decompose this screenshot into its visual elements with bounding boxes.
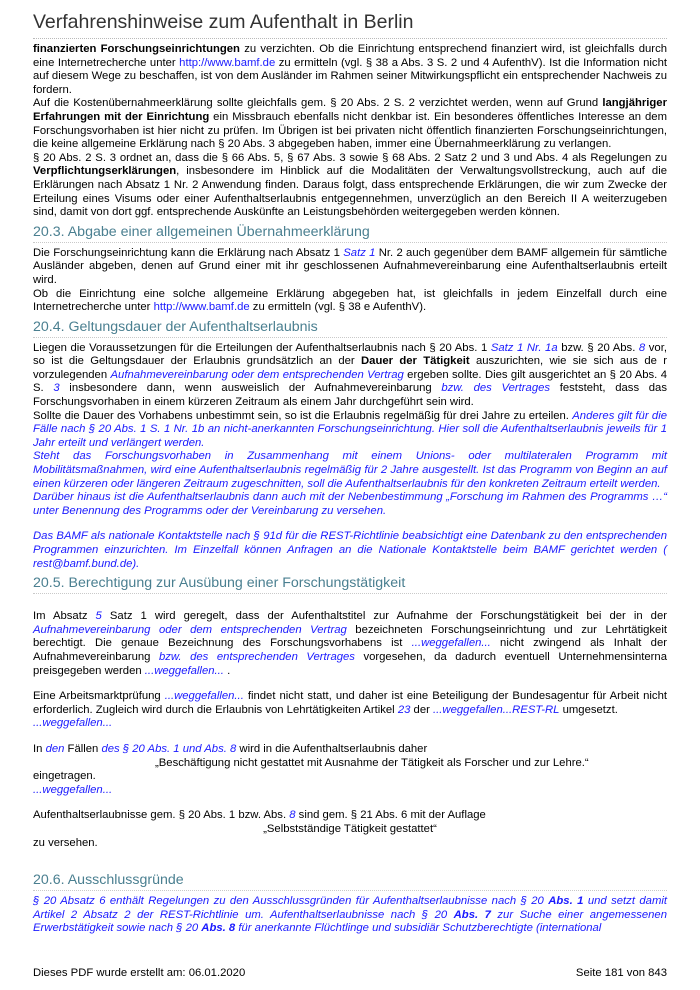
text: zu ermitteln (vgl. § 38 a Abs. 3 S. 2 und 4 AufenthV). Ist die Information nicht auf diesem Wege zu beschaffen, ist von dem Ausländer im Rahmen seiner Mitwirkungspflicht ein entsprechender Nachweis zu fordern.: [33, 56, 668, 96]
text: bezeichneten Forschungseinrichtung und zur Lehrtätigkeit berechtigt. Die genaue Bezeichnung des Forschungsvorhabens ist: [33, 623, 667, 650]
edited-bold-text: Abs. 8: [201, 922, 236, 935]
spacer: [33, 518, 667, 530]
page-title: Verfahrenshinweise zum Aufenthalt in Berlin: [33, 11, 414, 33]
s203-paragraph-1: [33, 247, 667, 288]
text: Im Absatz: [33, 610, 96, 623]
spacer: [33, 797, 667, 809]
spacer: [33, 598, 667, 610]
text: Sollte die Dauer des Vorhabens unbestimmt sein, so ist die Erlaubnis regelmäßig für drei Jahre zu erteilen.: [33, 409, 573, 422]
edited-text: ...weggefallen...: [144, 664, 224, 677]
s206-paragraph-1: [33, 895, 667, 936]
creation-date: Dieses PDF wurde erstellt am: 06.01.2020: [33, 967, 246, 979]
edited-text: für anerkannte Flüchtlinge und subsidiär Schutzberechtigte (international: [235, 922, 602, 935]
s205-paragraph-4: [33, 809, 667, 823]
intro-paragraph-3: [33, 152, 667, 220]
bamf-link[interactable]: http://www.bamf.de: [153, 301, 250, 314]
edited-bold-text: Abs. 1: [548, 895, 584, 908]
s203-paragraph-2: [33, 288, 667, 315]
section-heading-20-3: 20.3. Abgabe einer allgemeinen Übernahmeerklärung: [33, 224, 667, 243]
text: § 20 Abs. 2 S. 3 ordnet an, dass die § 66 Abs. 5, § 67 Abs. 3 sowie § 68 Abs. 2 Satz 2 und 3 und Abs. 4 als Regelungen zu: [33, 151, 667, 164]
edited-text: Anderes gilt für die Fälle nach § 20 Abs. 1 S. 1 Nr. 1b an nicht-anerkannten Forschungseinrichtung. Hier soll die Aufenthaltserlaubnis jeweils für 1 Jahr erteilt und verlängert werden.: [33, 409, 667, 449]
text: findet nicht statt, und daher ist eine Beteiligung der Bundesagentur für Arbeit nicht erforderlich. Zugleich wird durch die Erlaubnis von Lehrtätigkeiten Artikel: [33, 690, 667, 716]
text: .: [223, 664, 231, 677]
intro-paragraph-2: [33, 97, 667, 151]
edited-text: 8: [638, 341, 646, 354]
edited-text: ).: [132, 557, 140, 570]
spacer: [33, 678, 667, 690]
edited-text: Das BAMF als nationale Kontaktstelle nach § 91d für die REST-Richtlinie beabsichtigt eine Datenbank zu den entsprechenden Programmen einzurichten. Im Einzelfall können Anfragen an die Nationale Kontaktstelle beim BAMF gerichtet werden (: [33, 530, 667, 556]
text: feststeht, dass das Forschungsvorhaben in einem kürzeren Zeitraum als einem Jahr durchgeführt sein wird.: [33, 382, 667, 409]
s205-paragraph-2: [33, 690, 667, 717]
edited-text: 8: [289, 809, 296, 822]
text: Die Forschungseinrichtung kann die Erklärung nach Absatz 1: [33, 246, 344, 259]
s205-quote-2: „Selbstständige Tätigkeit gestattet“: [263, 822, 437, 835]
page-number: Seite 181 von 843: [575, 967, 667, 979]
text: , insbesondere im Hinblick auf die Modalitäten der Verwaltungsvollstreckung, auch auf die Erklärungen nach Absatz 1 Nr. 2 Anwendung finden. Daraus folgt, dass entsprechende Erklärungen, die wir zum Zwecke der Erteilung eines Visums oder einer Aufenthaltserlaubnis entgegennehmen, unverzüglich an den Bereich II A weiterzugeben sind, damit von dort ggf. entsprechende Auskünfte an Leistungsbehörden weitergegeben werden können.: [33, 165, 667, 219]
bold-text: finanzierten Forschungseinrichtungen: [33, 43, 240, 55]
edited-text: des § 20 Abs. 1 und Abs. 8: [101, 742, 237, 755]
edited-text: ...weggefallen...: [164, 690, 244, 703]
text: Liegen die Voraussetzungen für die Erteilungen der Aufenthaltserlaubnis nach § 20 Abs. 1: [33, 341, 491, 354]
edited-text: ...weggefallen...REST-RL: [433, 703, 560, 716]
edited-text: Satz 1: [343, 246, 376, 259]
text: Fällen: [64, 742, 102, 755]
s205-paragraph-3: [33, 743, 667, 757]
s205-removed-note-2: ...weggefallen...: [33, 783, 113, 796]
edited-bold-text: Abs. 7: [453, 908, 491, 921]
email-link[interactable]: rest@bamf.bund.de: [33, 557, 133, 570]
text: wird in die Aufenthaltserlaubnis daher: [236, 742, 428, 755]
edited-text: bzw. des Vertrages: [441, 382, 551, 395]
text: Auf die Kostenübernahmeerklärung sollte gleichfalls gem. § 20 Abs. 2 S. 2 verzichtet werden, wenn auf Grund: [33, 97, 603, 110]
bamf-link[interactable]: http://www.bamf.de: [179, 56, 276, 69]
bold-text: Verpflichtungserklärungen: [33, 165, 177, 178]
s205-quote-1: „Beschäftigung nicht gestattet mit Ausnahme der Tätigkeit als Forscher und zur Lehre.“: [155, 756, 589, 769]
edited-text: 5: [95, 610, 102, 623]
s205-removed-note: ...weggefallen...: [33, 717, 113, 730]
edited-text: 3: [53, 382, 60, 395]
edited-text: bzw. des entsprechenden Vertrages: [158, 650, 355, 663]
spacer: [33, 731, 667, 743]
text: zu verzichten. Ob die Einrichtung entsprechend finanziert wird, ist gleichfalls durch eine Internetrecherche unter: [33, 43, 667, 69]
text: auszurichten, wie sie sich aus de r vorzulegenden: [33, 355, 667, 381]
text: vorgesehen, da dadurch eventuell Unternehmensinterna preisgegeben werden: [33, 650, 667, 677]
edited-text: zur Suche einer angemessenen Erwerbstätigkeit sowie nach § 20: [33, 908, 667, 935]
section-heading-20-4: 20.4. Geltungsdauer der Aufenthaltserlaubnis: [33, 319, 667, 338]
edited-text: 23: [397, 703, 411, 716]
text: Ob die Einrichtung eine solche allgemeine Erklärung abgegeben hat, ist gleichfalls in jedem Einzelfall durch eine Internetrecherche unter: [33, 287, 667, 314]
section-heading-20-6: 20.6. Ausschlussgründe: [33, 872, 667, 891]
edited-text: Aufnahmevereinbarung oder dem entsprechenden Vertrag: [110, 368, 404, 381]
bold-text: Dauer der Tätigkeit: [361, 355, 470, 368]
edited-text: den: [45, 742, 65, 755]
text: ein Missbrauch ebenfalls nicht denkbar ist. Ein besonderes öffentliches Interesse an dem Forschungsvorhaben ist hier nicht zu prüfen. Im Übrigen ist bei privaten nicht öffentlich finanzierten Forschungseinrichtungen, die keine allgemeine Erklärung nach § 20 Abs. 3 abgegeben haben, immer eine Übernahmeerklärung zu verlangen.: [33, 110, 667, 151]
s205-versehen-text: zu versehen.: [33, 836, 98, 849]
text: sind gem. § 21 Abs. 6 mit der Auflage: [295, 809, 486, 822]
spacer: [33, 850, 667, 868]
text: bzw. § 20 Abs.: [557, 341, 639, 354]
page-header: [33, 8, 667, 39]
text: vor, so ist die Geltungsdauer der Erlaubnis grundsätzlich an der: [33, 341, 667, 368]
s205-paragraph-1: [33, 610, 667, 678]
s204-paragraph-1: [33, 342, 667, 410]
text: nicht zwingend als Inhalt der Aufnahmevereinbarung: [33, 637, 667, 663]
bold-text: langjähriger Erfahrungen mit der Einrichtung: [33, 97, 667, 123]
document-body: [33, 43, 667, 936]
edited-text: ...weggefallen...: [411, 637, 491, 650]
section-heading-20-5: 20.5. Berechtigung zur Ausübung einer Forschungstätigkeit: [33, 575, 667, 594]
text: In: [33, 742, 46, 755]
s205-entered-text: eingetragen.: [33, 770, 96, 783]
text: Eine Arbeitsmarktprüfung: [33, 690, 165, 703]
intro-paragraph-1: [33, 43, 667, 97]
text: Satz 1 wird geregelt, dass der Aufenthaltstitel zur Aufnahme der Forschungstätigkeit bei der in der: [101, 610, 667, 623]
s204-paragraph-5: [33, 530, 667, 571]
text: zu ermitteln (vgl. § 38 e AufenthV).: [249, 301, 427, 314]
text: umgesetzt.: [559, 703, 618, 716]
text: Aufenthaltserlaubnisse gem. § 20 Abs. 1 bzw. Abs.: [33, 809, 290, 822]
text: der: [410, 703, 434, 716]
edited-text: Aufnahmevereinbarung oder dem entsprechenden Vertrag: [33, 623, 347, 636]
s204-paragraph-3: Steht das Forschungsvorhaben in Zusammenhang mit einem Unions- oder multilateralen Programm mit Mobilitätsmaßnahmen, wird eine Aufenthaltserlaubnis regelmäßig für 2 Jahre ausgestellt. Ist das Programm von Beginn an auf einen kürzeren oder längeren Zeitraum zugeschnitten, soll die Aufenthaltserlaubnis für den konkreten Zeitraum erteilt werden.: [33, 450, 667, 490]
s204-paragraph-4: Darüber hinaus ist die Aufenthaltserlaubnis dann auch mit der Nebenbestimmung „Forschung im Rahmen des Programms …“ unter Benennung des Programms oder der Vereinbarung zu versehen.: [33, 491, 667, 517]
edited-text: § 20 Absatz 6 enthält Regelungen zu den Ausschlussgründen für Aufenthaltserlaubnisse nach § 20: [33, 895, 549, 908]
s204-paragraph-2: [33, 410, 667, 451]
text: ergeben sollte. Dies gilt ausgerichtet an § 20 Abs. 4 S.: [33, 368, 667, 395]
edited-text: Satz 1 Nr. 1a: [490, 341, 558, 354]
edited-text: und setzt damit Artikel 2 Absatz 2 der REST-Richtlinie um. Aufenthaltserlaubnisse nach § 20: [33, 895, 668, 921]
text: insbesondere dann, wenn ausweislich der Aufnahmevereinbarung: [59, 382, 442, 395]
text: Nr. 2 auch gegenüber dem BAMF allgemein für sämtliche Ausländer abgeben, denen auf Grund einer mit ihr geschlossenen Aufnahmevereinbarung eine Aufenthaltserlaubnis erteilt wird.: [33, 246, 667, 286]
